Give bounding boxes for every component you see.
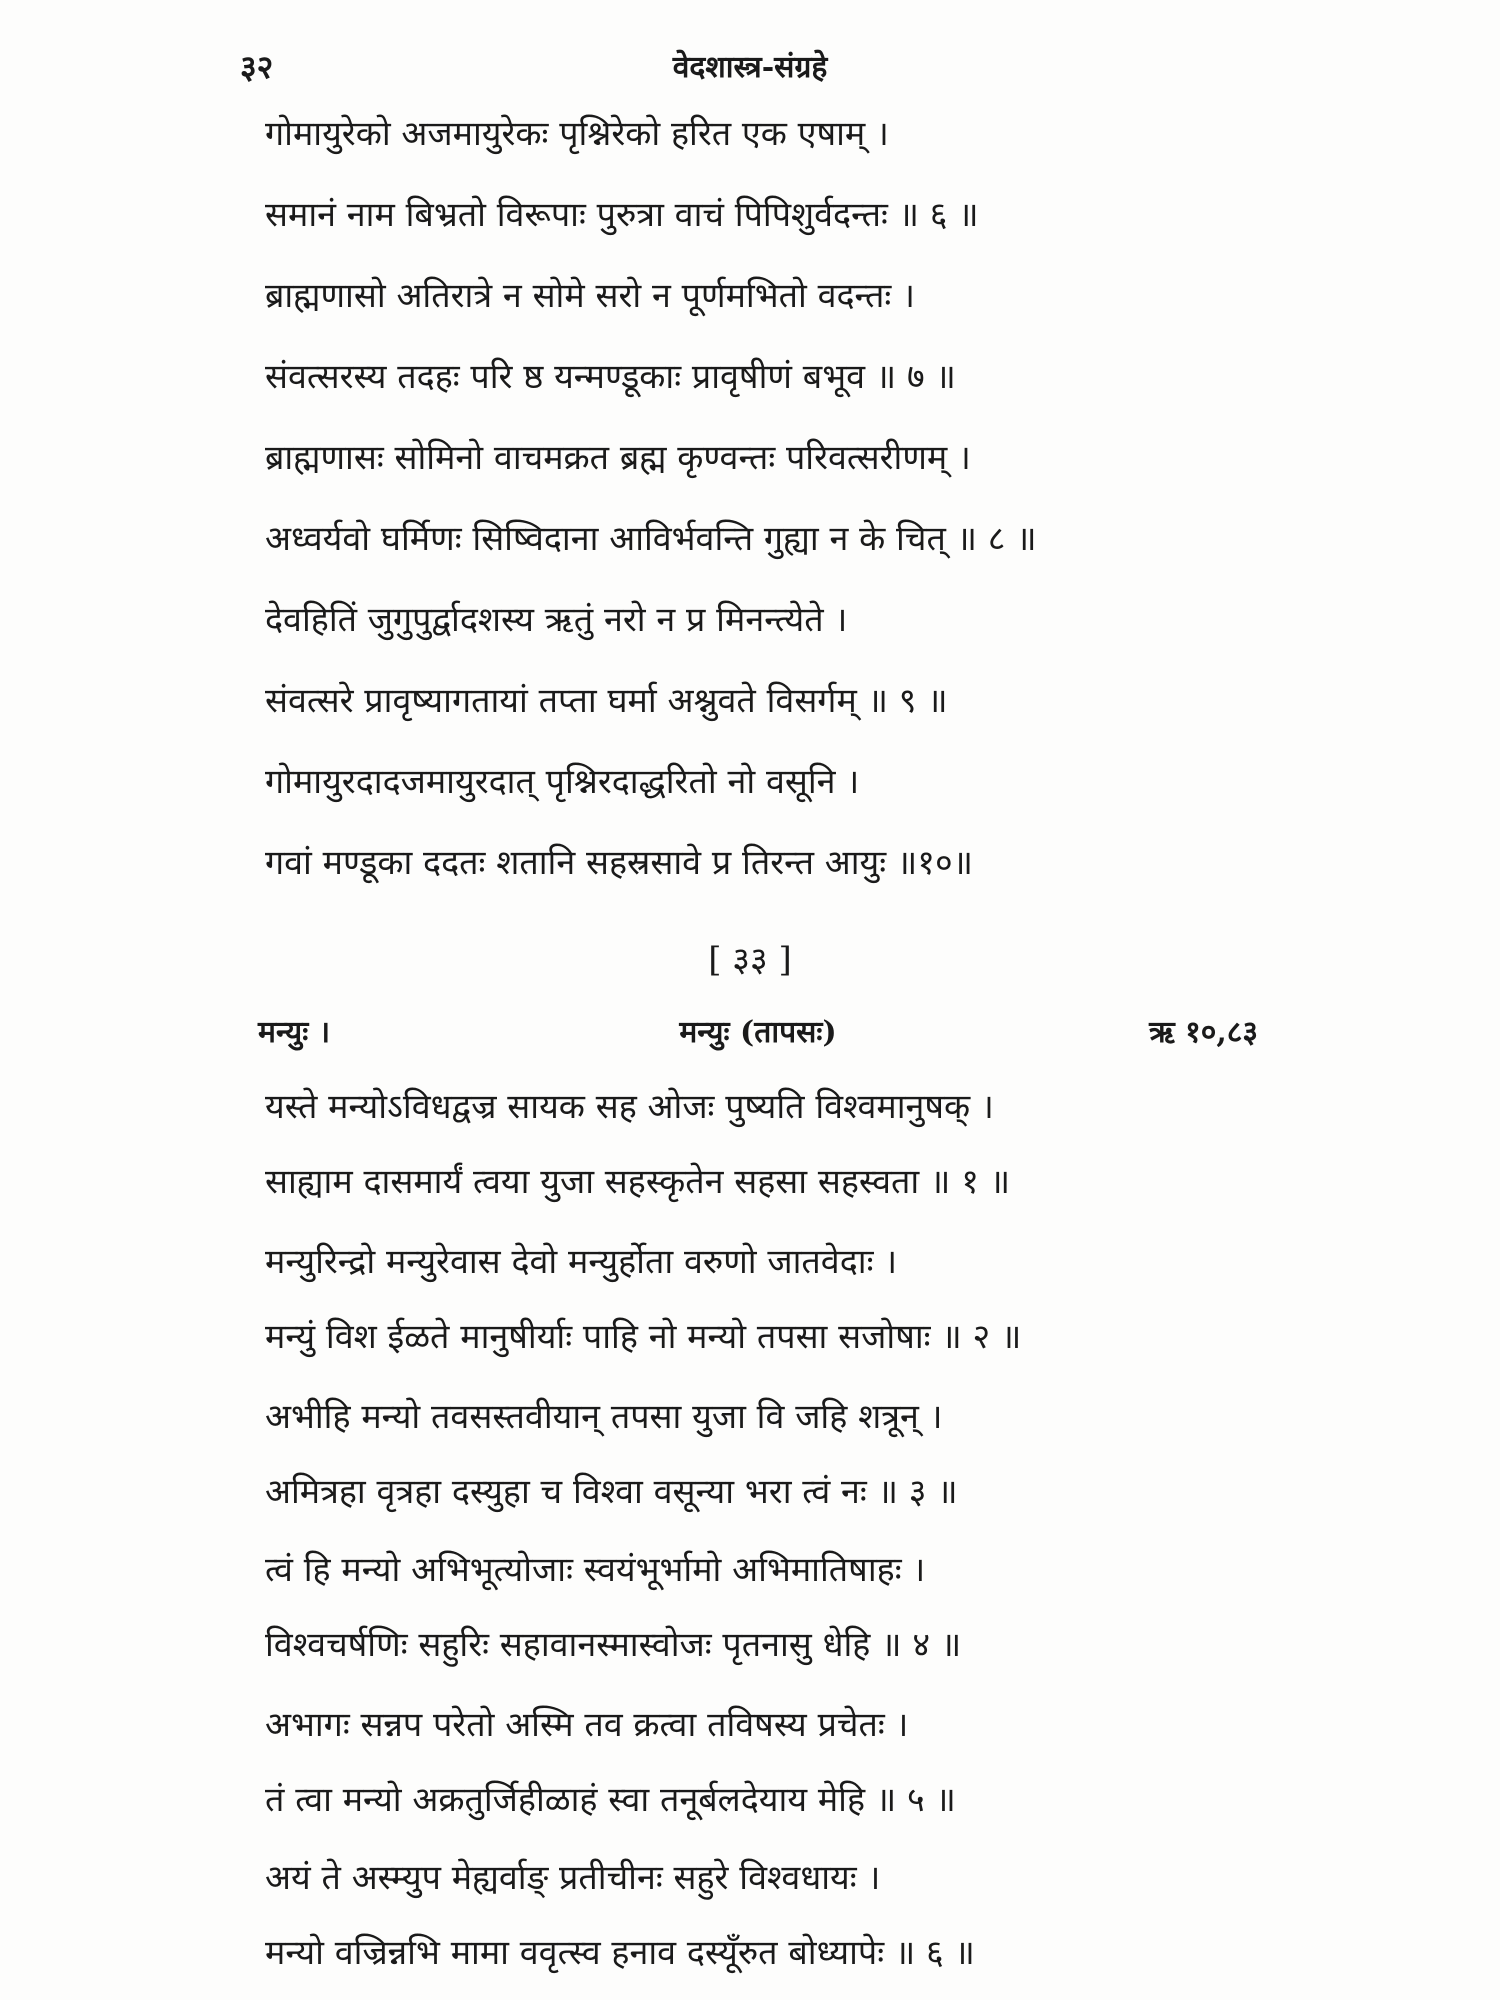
verse-line: समानं नाम बिभ्रतो विरूपाः पुरुत्रा वाचं पिपिशुर्वदन्तः ॥ ६ ॥: [265, 195, 979, 235]
hymn-reference: ऋ १०,८३: [1149, 1015, 1258, 1050]
verse-line: त्वं हि मन्यो अभिभूत्योजाः स्वयंभूर्भामो अभिमातिषाहः ।: [265, 1550, 926, 1590]
hymn-title: मन्युः (तापसः): [679, 1015, 837, 1050]
verse-line: गोमायुरेको अजमायुरेकः पृश्निरेको हरित एक एषाम् ।: [265, 114, 889, 154]
verse-line: साह्याम दासमार्यं त्वया युजा सहस्कृतेन सहसा सहस्वता ॥ १ ॥: [265, 1162, 1011, 1202]
section-number: [ ३३ ]: [708, 940, 792, 980]
verse-line: यस्ते मन्योऽविधद्वज्र सायक सह ओजः पुष्यति विश्वमानुषक् ।: [265, 1087, 994, 1127]
page-number: ३२: [240, 48, 274, 86]
verse-line: गवां मण्डूका ददतः शतानि सहस्रसावे प्र तिरन्त आयुः ॥१०॥: [265, 843, 974, 883]
running-title: वेदशास्त्र-संग्रहे: [672, 50, 828, 85]
verse-line: संवत्सरस्य तदहः परि ष्ठ यन्मण्डूकाः प्रावृषीणं बभूव ॥ ७ ॥: [265, 357, 956, 397]
verse-line: ब्राह्मणासः सोमिनो वाचमक्रत ब्रह्म कृण्वन्तः परिवत्सरीणम् ।: [265, 438, 971, 478]
verse-line: संवत्सरे प्रावृष्यागतायां तप्ता घर्मा अश्नुवते विसर्गम् ॥ ९ ॥: [265, 681, 948, 721]
verse-line: मन्यो वज्रिन्नभि मामा ववृत्स्व हनाव दस्यूँरुत बोध्यापेः ॥ ६ ॥: [265, 1933, 975, 1973]
verse-line: देवहितिं जुगुपुर्द्वादशस्य ऋतुं नरो न प्र मिनन्त्येते ।: [265, 600, 848, 640]
hymn-heading: [258, 1010, 1258, 1054]
verse-line: अयं ते अस्म्युप मेह्यर्वाङ् प्रतीचीनः सहुरे विश्वधायः ।: [265, 1858, 881, 1898]
verse-line: मन्युरिन्द्रो मन्युरेवास देवो मन्युर्होता वरुणो जातवेदाः ।: [265, 1242, 898, 1282]
verse-line: विश्वचर्षणिः सहुरिः सहावानस्मास्वोजः पृतनासु धेहि ॥ ४ ॥: [265, 1625, 962, 1665]
verse-line: तं त्वा मन्यो अक्रतुर्जिहीळाहं स्वा तनूर्बलदेयाय मेहि ॥ ५ ॥: [265, 1780, 956, 1820]
verse-line: मन्युं विश ईळते मानुषीर्याः पाहि नो मन्यो तपसा सजोषाः ॥ २ ॥: [265, 1317, 1022, 1357]
verse-line: गोमायुरदादजमायुरदात् पृश्निरदाद्धरितो नो वसूनि ।: [265, 762, 860, 802]
verse-line: अध्वर्यवो घर्मिणः सिष्विदाना आविर्भवन्ति गुह्या न के चित् ॥ ८ ॥: [265, 519, 1037, 559]
hymn-deity: मन्युः ।: [258, 1015, 331, 1050]
page-header: [240, 45, 1260, 95]
verse-line: अमित्रहा वृत्रहा दस्युहा च विश्वा वसून्या भरा त्वं नः ॥ ३ ॥: [265, 1472, 958, 1512]
verse-line: अभागः सन्नप परेतो अस्मि तव क्रत्वा तविषस्य प्रचेतः ।: [265, 1705, 909, 1745]
verse-line: अभीहि मन्यो तवसस्तवीयान् तपसा युजा वि जहि शत्रून् ।: [265, 1397, 943, 1437]
verse-line: ब्राह्मणासो अतिरात्रे न सोमे सरो न पूर्णमभितो वदन्तः ।: [265, 276, 915, 316]
